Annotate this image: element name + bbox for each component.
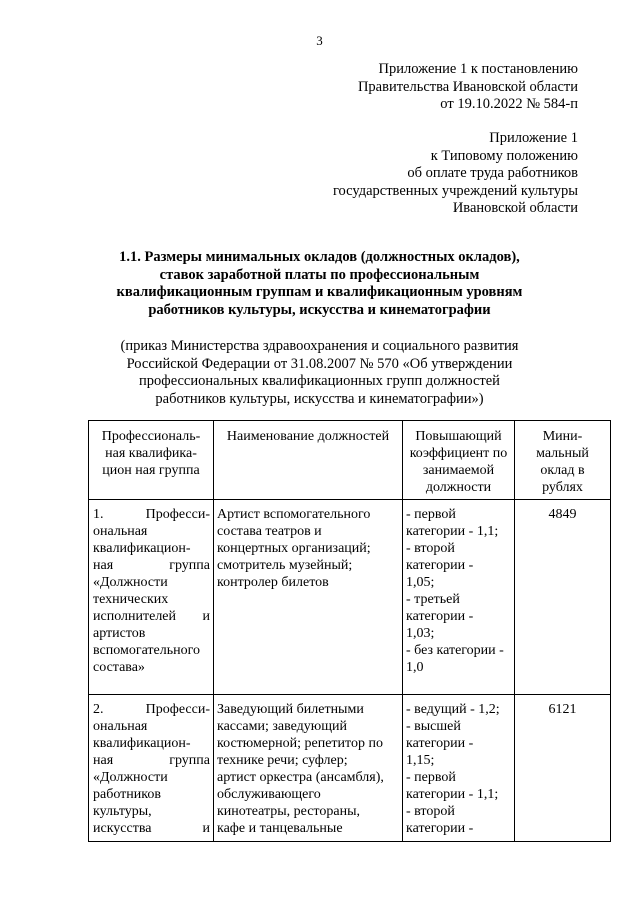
text-word: и — [202, 821, 210, 836]
text-line: категории - 1,1; — [406, 524, 499, 539]
text-line: 1,03; — [406, 626, 435, 641]
text-line: - первой — [406, 507, 456, 522]
text-word: искусства — [93, 821, 152, 836]
text-line: ональная — [93, 524, 148, 539]
header-position-names — [214, 421, 403, 500]
text-line: - высшей — [406, 719, 461, 734]
text-line: кафе и танцевальные — [217, 821, 343, 836]
text-line: технических — [93, 592, 169, 607]
text-line — [93, 701, 210, 718]
text-line: квалификационным группам и квалификационным уровням — [116, 284, 523, 300]
text-line: категории - — [406, 821, 474, 836]
text-line: категории - — [406, 609, 474, 624]
text-line: категории - — [406, 736, 474, 751]
table-row — [89, 500, 611, 695]
text-word: группа — [169, 753, 210, 768]
table-row — [89, 695, 611, 842]
text-line: Артист вспомогательного — [217, 507, 371, 522]
text-line: «Должности — [93, 770, 168, 785]
text-line: вспомогательного — [93, 643, 201, 658]
text-line — [93, 752, 210, 769]
text-line: работников — [93, 787, 161, 802]
text-line: костюмерной; репетитор по — [217, 736, 383, 751]
text-line: состава театров и — [217, 524, 322, 539]
text-line: Наименование должностей — [226, 429, 390, 444]
text-line: рублях — [542, 480, 583, 495]
text-line: кассами; заведующий — [217, 719, 348, 734]
text-line: (приказ Министерства здравоохранения и социального развития — [120, 338, 519, 354]
text-line: технике речи; суфлер; — [217, 753, 348, 768]
cell-qualification-group — [89, 500, 214, 695]
text-line: - ведущий - 1,2; — [406, 702, 500, 717]
appendix-reference-regulation — [333, 130, 578, 218]
cell-min-salary: 6121 — [515, 695, 611, 842]
cell-positions — [214, 500, 403, 695]
text-line: культуры, — [93, 804, 152, 819]
text-line — [93, 506, 210, 523]
header-min-salary — [515, 421, 611, 500]
document-heading — [90, 249, 549, 319]
text-line: Правительства Ивановской области — [357, 78, 578, 95]
text-word: 1. — [93, 507, 104, 522]
text-line: к Типовому положению — [430, 147, 578, 164]
text-line: Мини- — [542, 429, 583, 444]
text-line: мальный — [536, 446, 589, 461]
text-word: и — [202, 609, 210, 624]
text-line: состава» — [93, 660, 145, 675]
text-word: 2. — [93, 702, 104, 717]
text-line: цион ная группа — [102, 463, 200, 478]
text-line: «Должности — [93, 575, 168, 590]
text-line: - без категории - — [406, 643, 504, 658]
text-line: - первой — [406, 770, 456, 785]
text-line: должности — [425, 480, 492, 495]
cell-min-salary: 4849 — [515, 500, 611, 695]
cell-coefficients — [403, 500, 515, 695]
table-header-row — [89, 421, 611, 500]
text-line: контролер билетов — [217, 575, 329, 590]
text-line: работников культуры, искусства и кинематографии») — [155, 390, 484, 407]
text-line: 1,05; — [406, 575, 435, 590]
text-line: Ивановской области — [452, 200, 578, 216]
cell-qualification-group — [89, 695, 214, 842]
text-line: оклад в — [540, 463, 585, 478]
text-line: обслуживающего — [217, 787, 321, 802]
text-line: категории - — [406, 558, 474, 573]
text-word: ная — [93, 753, 114, 768]
cell-coefficients — [403, 695, 515, 842]
source-order-note — [90, 338, 549, 408]
text-line: Приложение 1 к постановлению — [378, 61, 578, 77]
text-line: профессиональных квалификационных групп должностей — [139, 373, 500, 389]
text-line: Российской Федерации от 31.08.2007 № 570 «Об утверждении — [126, 355, 513, 372]
salary-table — [88, 420, 611, 842]
text-line: 1,0 — [406, 660, 424, 675]
text-line: кинотеатры, рестораны, — [217, 804, 360, 819]
text-line: смотритель музейный; — [217, 558, 353, 573]
text-line: 1.1. Размеры минимальных окладов (должностных окладов), — [119, 249, 520, 265]
text-line: артист оркестра (ансамбля), — [217, 770, 384, 785]
text-line: коэффициент по — [409, 446, 508, 461]
text-line: Заведующий билетными — [217, 702, 364, 717]
text-word: ная — [93, 558, 114, 573]
text-line: ональная — [93, 719, 148, 734]
text-word: группа — [169, 558, 210, 573]
text-line: об оплате труда работников — [407, 165, 578, 181]
header-qualification-group — [89, 421, 214, 500]
text-line: - второй — [406, 541, 455, 556]
text-line: Профессиональ- — [101, 429, 201, 444]
text-line: квалификацион- — [93, 736, 191, 751]
text-line: занимаемой — [422, 463, 495, 478]
cell-positions — [214, 695, 403, 842]
text-line — [93, 608, 210, 625]
text-line: категории - 1,1; — [406, 787, 499, 802]
page-number: 3 — [316, 33, 323, 48]
text-line: 1,15; — [406, 753, 435, 768]
text-line: ставок заработной платы по профессиональным — [159, 266, 480, 283]
text-line — [93, 557, 210, 574]
text-line: - третьей — [406, 592, 460, 607]
text-word: исполнителей — [93, 609, 177, 624]
text-word: Професси- — [145, 507, 210, 522]
text-word: Професси- — [145, 702, 210, 717]
text-line — [93, 820, 210, 837]
appendix-reference-resolution — [358, 61, 578, 114]
text-line: концертных организаций; — [217, 541, 371, 556]
text-line: Повышающий — [415, 429, 502, 444]
text-line: артистов — [93, 626, 146, 641]
text-line: работников культуры, искусства и кинематографии — [148, 301, 491, 318]
text-line: государственных учреждений культуры — [332, 182, 578, 199]
header-coefficient — [403, 421, 515, 500]
text-line: - второй — [406, 804, 455, 819]
text-line: Приложение 1 — [489, 130, 578, 146]
text-line: квалификацион- — [93, 541, 191, 556]
text-line: от 19.10.2022 № 584-п — [440, 96, 578, 112]
text-line: ная квалифика- — [105, 446, 197, 461]
